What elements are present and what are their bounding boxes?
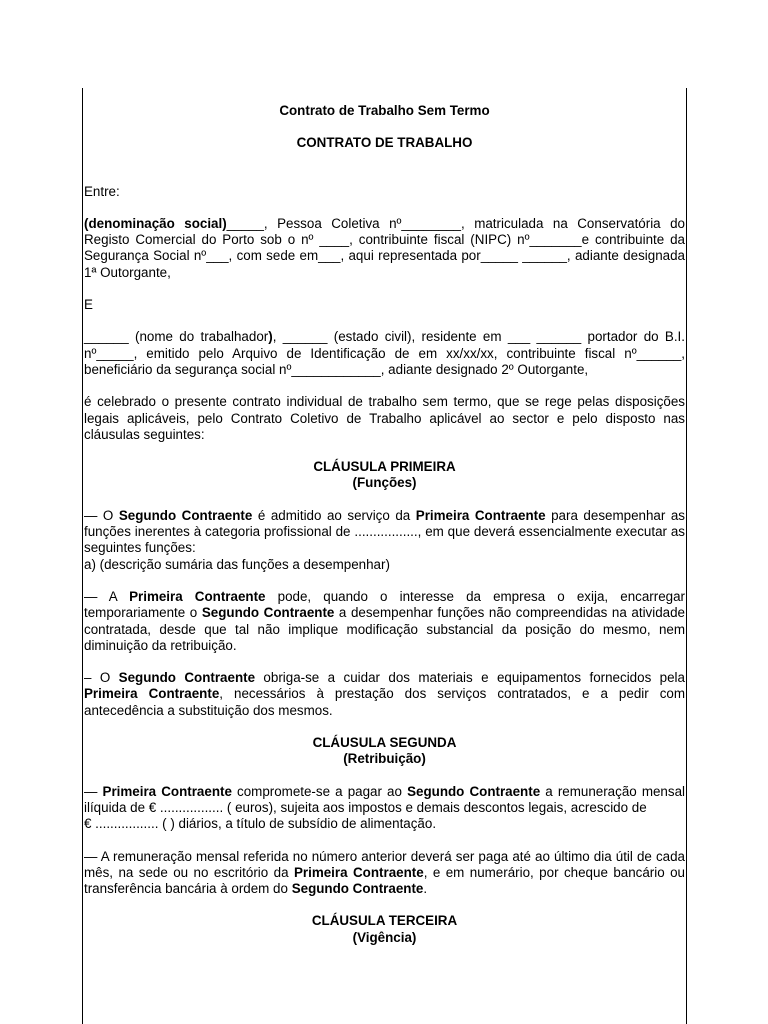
clause-1-item-1a: a) (descrição sumária das funções a desempenhar): [84, 556, 390, 572]
second-party-text-2: , ______ (estado civil), residente em ___ ______ portador do B.I. nº_____, emitido pelo Arquivo de Identificação de em xx/xx/xx, contribuinte fiscal nº______, beneficiário da segurança social nº____________, adiante designado 2º Outorgante,: [84, 329, 685, 377]
e-label: E: [84, 297, 93, 313]
clause-3-heading: CLÁUSULA TERCEIRA: [311, 913, 458, 929]
clause-1-heading: CLÁUSULA PRIMEIRA: [313, 459, 456, 475]
bold-span: Primeira Contraente: [102, 783, 232, 799]
clause-2-item-1-meal: € ................. ( ) diários, a título de subsídio de alimentação.: [84, 816, 437, 832]
bold-span: Primeira Contraente: [84, 686, 220, 702]
text-span: , necessários à prestação dos serviços contratados, e a pedir com antecedência a substituição dos mesmos.: [84, 686, 685, 718]
bold-span: Primeira Contraente: [129, 588, 266, 604]
text-span: — O: [84, 507, 119, 523]
bold-span: Segundo Contraente: [118, 507, 253, 523]
clause-1-subheading: (Funções): [352, 475, 417, 491]
clause-1-item-2: [84, 589, 685, 654]
text-span: – O: [84, 670, 119, 686]
text-span: — A: [84, 588, 130, 604]
clause-2-item-1: [84, 784, 685, 817]
text-span: compromete-se a pagar ao: [231, 783, 408, 799]
entre-label: Entre:: [84, 183, 120, 199]
bold-span: Segundo Contraente: [291, 881, 424, 897]
bold-span: Segundo Contraente: [201, 605, 335, 621]
doc-title: Contrato de Trabalho Sem Termo: [279, 103, 490, 118]
text-span: obriga-se a cuidar dos materiais e equipamentos fornecidos pela: [255, 670, 685, 686]
first-party-text: _____, Pessoa Coletiva nº________, matriculada na Conservatória do Registo Comercial do Porto sob o nº ____, contribuinte fiscal (NIPC) nº_______e contribuinte da Segurança Social nº___, com sede em___, aqui representada por_____ ______, adiante designada 1ª Outorgante,: [84, 215, 685, 280]
text-span: a desempenhar funções não compreendidas na atividade contratada, desde que tal não implique modificação substancial da posição do mesmo, nem diminuição da retribuição.: [84, 605, 686, 653]
intro-paragraph: é celebrado o presente contrato individual de trabalho sem termo, que se rege pelas disposições legais aplicáveis, pelo Contrato Coletivo de Trabalho aplicável ao sector e pelo disposto nas cláusulas seguintes:: [84, 394, 685, 442]
second-party-paragraph: [84, 329, 685, 378]
bold-span: Primeira Contraente: [415, 507, 546, 523]
clause-2-heading: CLÁUSULA SEGUNDA: [312, 735, 457, 751]
doc-subtitle: CONTRATO DE TRABALHO: [296, 135, 473, 151]
bold-span: Primeira Contraente: [293, 864, 424, 880]
left-margin-line: [82, 88, 83, 1024]
clause-3-subheading: (Vigência): [352, 929, 417, 945]
clause-2-subheading: (Retribuição): [343, 751, 426, 767]
first-party-paragraph: [84, 216, 685, 281]
second-party-text-1: ______ (nome do trabalhador: [84, 329, 269, 345]
text-span: é admitido ao serviço da: [252, 507, 416, 523]
right-margin-line: [686, 88, 687, 1024]
text-span: , e em numerário, por cheque bancário ou transferência bancária à ordem do: [84, 864, 686, 897]
bold-span: Segundo Contraente: [118, 670, 256, 686]
text-span: a remuneração mensal ilíquida de € ................. ( euros), sujeita aos impostos e demais descontos legais, acrescido de: [84, 783, 685, 815]
text-span: para desempenhar as funções inerentes à categoria profissional de ................., em que deverá essencialmente executar as seguintes funções:: [84, 507, 685, 556]
clause-1-item-1: [84, 508, 685, 557]
text-span: —: [84, 783, 103, 799]
document-body: [84, 103, 685, 946]
clause-2-item-2: [84, 849, 685, 898]
second-party-bold: ): [268, 329, 273, 345]
company-name-label: (denominação social): [84, 215, 227, 231]
clause-1-item-3: [84, 670, 685, 719]
text-span: — A remuneração mensal referida no número anterior deverá ser paga até ao último dia útil de cada mês, na sede ou no escritório da: [84, 848, 685, 880]
bold-span: Segundo Contraente: [407, 783, 541, 799]
text-span: pode, quando o interesse da empresa o exija, encarregar temporariamente o: [84, 588, 685, 621]
text-span: .: [423, 881, 428, 897]
